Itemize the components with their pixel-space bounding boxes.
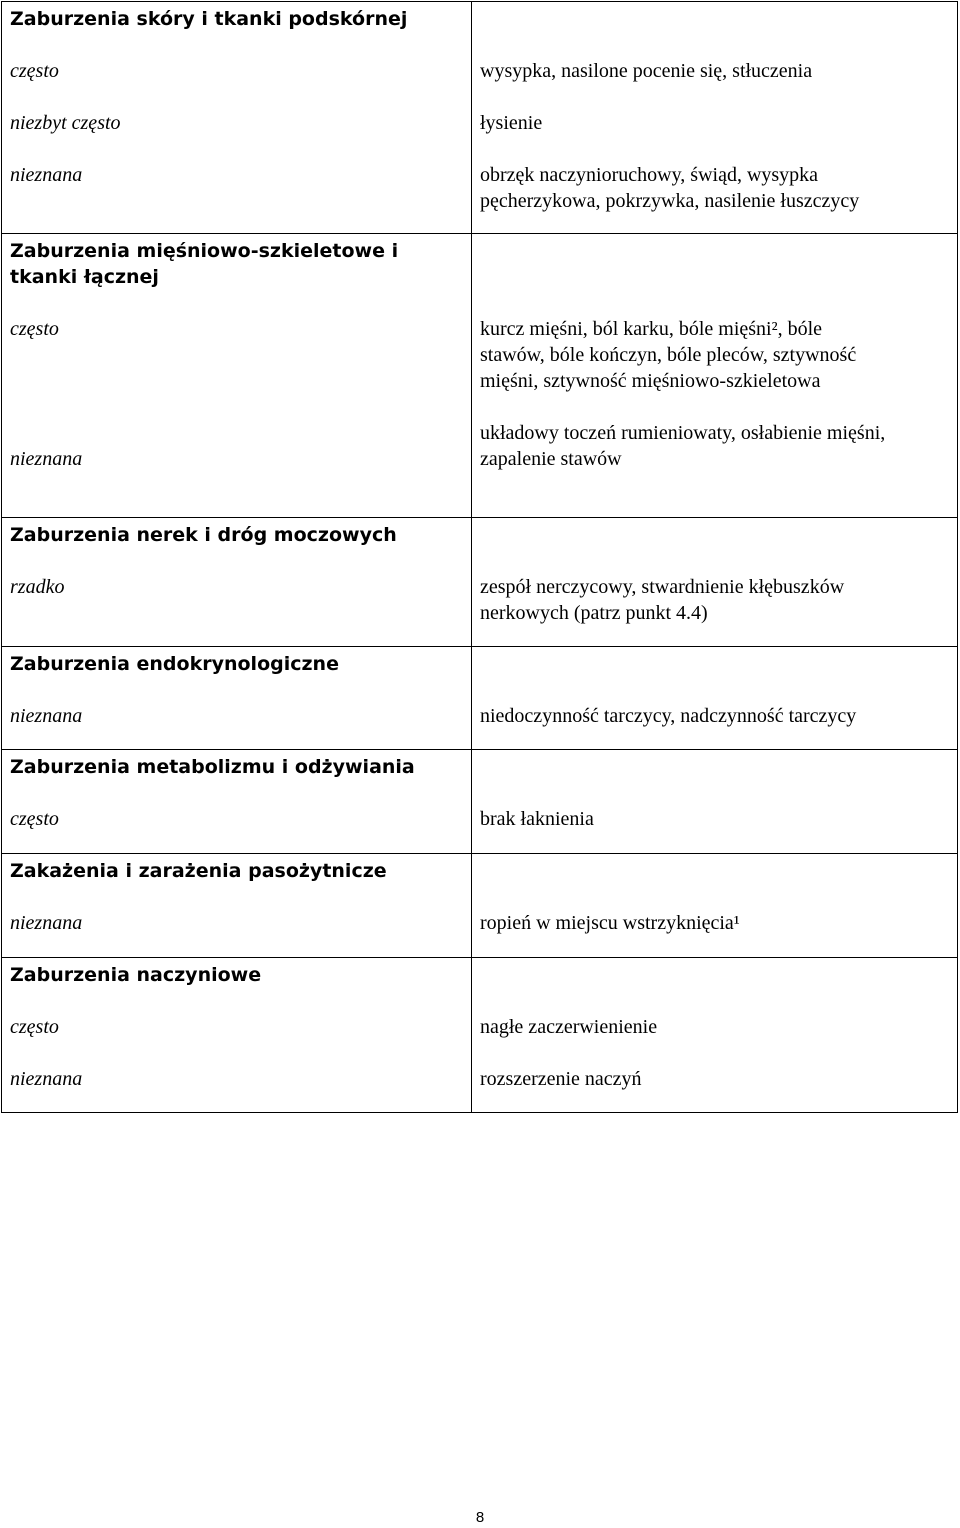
- section-title: Zaburzenia mięśniowo-szkieletowe i tkanki łącznej: [10, 240, 399, 288]
- section-left-cell: [2, 234, 472, 518]
- section-right-cell: [472, 958, 958, 1113]
- section-title: Zakażenia i zarażenia pasożytnicze: [10, 860, 387, 882]
- section-left-cell: [2, 2, 472, 234]
- section-left-cell: [2, 958, 472, 1113]
- section-row: [2, 647, 958, 750]
- section-left-cell: [2, 518, 472, 647]
- frequency-label: niezbyt często: [10, 112, 121, 134]
- section-title: Zaburzenia naczyniowe: [10, 964, 262, 986]
- reaction-text: zespół nerczycowy, stwardnienie kłębuszków nerkowych (patrz punkt 4.4): [480, 576, 845, 624]
- reaction-text: kurcz mięśni, ból karku, bóle mięśni², bóle stawów, bóle kończyn, bóle pleców, sztywność mięśni, sztywność mięśniowo-szkieletowa: [480, 318, 857, 392]
- frequency-label: często: [10, 808, 59, 830]
- page-number: 8: [475, 1509, 485, 1526]
- reaction-text: ropień w miejscu wstrzyknięcia¹: [480, 912, 740, 934]
- section-title: Zaburzenia metabolizmu i odżywiania: [10, 756, 415, 778]
- section-row: [2, 958, 958, 1113]
- section-left-cell: [2, 647, 472, 750]
- frequency-label: rzadko: [10, 576, 65, 598]
- frequency-label: nieznana: [10, 912, 83, 934]
- section-title: Zaburzenia endokrynologiczne: [10, 653, 339, 675]
- reaction-text: układowy toczeń rumieniowaty, osłabienie mięśni, zapalenie stawów: [480, 422, 886, 470]
- reaction-text: rozszerzenie naczyń: [480, 1068, 642, 1090]
- section-left-cell: [2, 854, 472, 958]
- section-right-cell: [472, 647, 958, 750]
- reaction-text: nagłe zaczerwienienie: [480, 1016, 658, 1038]
- adverse-reactions-table: [1, 1, 958, 1113]
- section-row: [2, 518, 958, 647]
- section-row: [2, 750, 958, 854]
- section-right-cell: [472, 518, 958, 647]
- frequency-label: często: [10, 318, 59, 340]
- frequency-label: często: [10, 60, 59, 82]
- section-row: [2, 854, 958, 958]
- section-title: Zaburzenia skóry i tkanki podskórnej: [10, 8, 408, 30]
- section-left-cell: [2, 750, 472, 854]
- reaction-text: wysypka, nasilone pocenie się, stłuczenia: [480, 60, 813, 82]
- section-right-cell: [472, 750, 958, 854]
- section-title: Zaburzenia nerek i dróg moczowych: [10, 524, 397, 546]
- section-right-cell: [472, 234, 958, 518]
- frequency-label: nieznana: [10, 1068, 83, 1090]
- section-right-cell: [472, 2, 958, 234]
- reaction-text: niedoczynność tarczycy, nadczynność tarczycy: [480, 705, 857, 727]
- frequency-label: nieznana: [10, 448, 83, 470]
- section-row: [2, 234, 958, 518]
- section-row: [2, 2, 958, 234]
- frequency-label: nieznana: [10, 705, 83, 727]
- reaction-text: brak łaknienia: [480, 808, 594, 830]
- reaction-text: łysienie: [480, 112, 543, 134]
- section-right-cell: [472, 854, 958, 958]
- frequency-label: często: [10, 1016, 59, 1038]
- reaction-text: obrzęk naczynioruchowy, świąd, wysypka pęcherzykowa, pokrzywka, nasilenie łuszczycy: [480, 164, 860, 212]
- frequency-label: nieznana: [10, 164, 83, 186]
